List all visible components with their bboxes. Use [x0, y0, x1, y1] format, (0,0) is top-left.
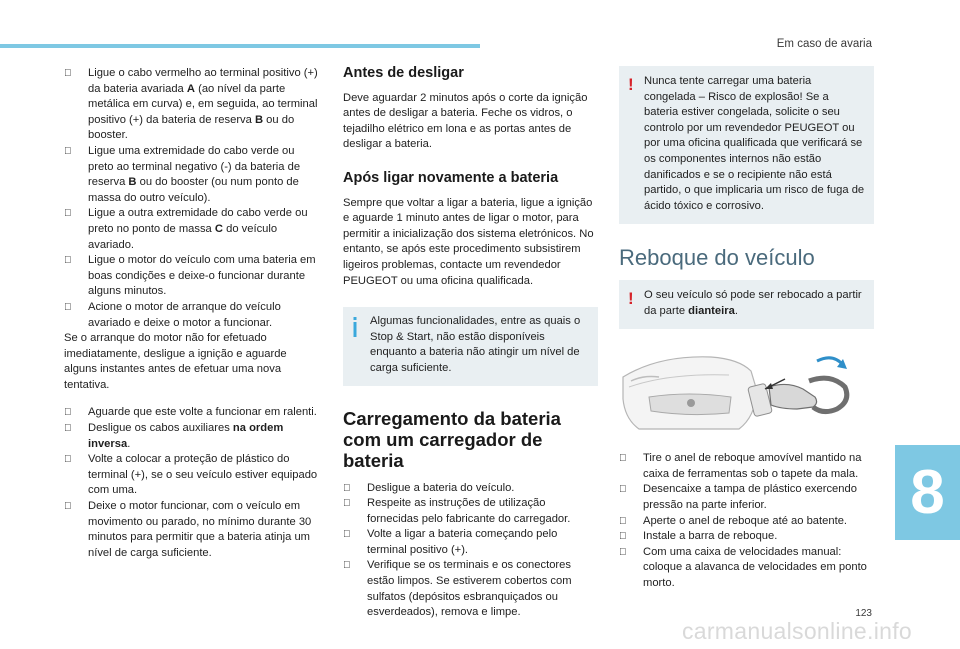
- bullet-icon: [343, 481, 351, 497]
- info-text: Algumas funcionalidades, entre as quais o Stop & Start, não estão disponíveis enquanto a bateria não atingir um nível de carga suficiente.: [370, 315, 581, 374]
- bullet-icon: [343, 496, 351, 512]
- charging-steps: [343, 481, 598, 621]
- column-left: [64, 66, 322, 561]
- warning-box-towing: [619, 280, 874, 329]
- list-item: Aperte o anel de reboque até ao batente.: [619, 514, 874, 530]
- bullet-icon: [619, 451, 627, 467]
- bullet-icon: [64, 253, 72, 269]
- battery-charging-heading: Carregamento da bateria com um carregador de bateria: [343, 407, 561, 471]
- list-item: Aguarde que este volte a funcionar em ralenti.: [64, 405, 322, 421]
- after-reconnect-heading: Após ligar novamente a bateria: [343, 169, 559, 186]
- list-item: Volte a ligar a bateria começando pelo terminal positivo (+).: [343, 527, 598, 558]
- info-box: [343, 307, 598, 385]
- warning-icon: !: [628, 75, 634, 94]
- list-item: Com uma caixa de velocidades manual: coloque a alavanca de velocidades em ponto morto.: [619, 545, 874, 592]
- bullet-icon: [64, 66, 72, 82]
- header-accent-bar: [0, 44, 480, 48]
- list-item: Desligue os cabos auxiliares na ordem inversa.: [64, 421, 322, 452]
- after-start-steps: [64, 405, 322, 561]
- list-item: Desencaixe a tampa de plástico exercendo pressão na parte inferior.: [619, 482, 874, 513]
- bullet-icon: [64, 300, 72, 316]
- list-item: Ligue o motor do veículo com uma bateria em boas condições e deixe-o funcionar durante alguns minutos.: [64, 253, 322, 300]
- warning-icon: !: [628, 288, 634, 308]
- info-icon: [352, 317, 358, 337]
- bullet-icon: [619, 529, 627, 545]
- retry-note: Se o arranque do motor não for efetuado imediatamente, desligue a ignição e aguarde alguns instantes antes de efetuar uma nova tentativa.: [64, 332, 287, 391]
- list-item: Ligue a outra extremidade do cabo verde ou preto no ponto de massa C do veículo avariado.: [64, 206, 322, 253]
- list-item: Respeite as instruções de utilização fornecidas pelo fabricante do carregador.: [343, 496, 598, 527]
- before-disconnect-text: Deve aguardar 2 minutos após o corte da ignição antes de desligar a bateria. Feche os vidros, o tejadilho elétrico em lona e as portas antes de desligar a bateria.: [343, 91, 588, 151]
- towing-warning-text: O seu veículo só pode ser rebocado a partir da parte dianteira.: [644, 288, 862, 317]
- bullet-icon: [619, 545, 627, 561]
- warning-text: Nunca tente carregar uma bateria congelada – Risco de explosão! Se a bateria estiver congelada, solicite o seu controlo por um revendedor PEUGEOT ou por uma oficina qualificada que verificará se os componentes internos não estão danificados e se o recipiente não está partido, o que implicaria um risco de fuga de ácido tóxico e corrosivo.: [644, 75, 865, 212]
- warning-box-frozen-battery: [619, 66, 874, 224]
- page-number: 123: [855, 608, 872, 619]
- car-front-towing-image: [619, 347, 874, 439]
- column-right: [619, 66, 874, 591]
- list-item: Volte a colocar a proteção de plástico do terminal (+), se o seu veículo estiver equipado com uma.: [64, 452, 322, 499]
- bullet-icon: [64, 499, 72, 515]
- column-middle: [343, 66, 598, 621]
- jump-start-steps: [64, 66, 322, 331]
- towing-steps: [619, 451, 874, 591]
- list-item: Ligue uma extremidade do cabo verde ou preto ao terminal negativo (-) da bateria de reserva B ou do booster (ou num ponto de massa do outro veículo).: [64, 144, 322, 206]
- bullet-icon: [64, 144, 72, 160]
- bullet-icon: [343, 527, 351, 543]
- before-disconnect-heading: Antes de desligar: [343, 65, 464, 81]
- bullet-icon: [64, 206, 72, 222]
- towing-eye-illustration: [619, 347, 874, 439]
- list-item: Deixe o motor funcionar, com o veículo em movimento ou parado, no mínimo durante 30 minutos para permitir que a bateria atinja um nível de carga suficiente.: [64, 499, 322, 561]
- section-title: Em caso de avaria: [776, 38, 872, 50]
- bullet-icon: [64, 452, 72, 468]
- list-item: Tire o anel de reboque amovível mantido na caixa de ferramentas sob o tapete da mala.: [619, 451, 874, 482]
- after-reconnect-text: Sempre que voltar a ligar a bateria, ligue a ignição e aguarde 1 minuto antes de ligar o motor, para permitir a inicialização dos sistema eletrónicos. No entanto, se após este procedimento subsistirem ligeiros problemas, contacte um revendedor PEUGEOT ou uma oficina qualificada.: [343, 196, 594, 287]
- list-item: Instale a barra de reboque.: [619, 529, 874, 545]
- list-item: Desligue a bateria do veículo.: [343, 481, 598, 497]
- bullet-icon: [64, 405, 72, 421]
- bullet-icon: [619, 514, 627, 530]
- bullet-icon: [343, 558, 351, 574]
- bullet-icon: [619, 482, 627, 498]
- towing-heading: Reboque do veículo: [619, 245, 815, 271]
- watermark: carmanualsonline.info: [681, 618, 912, 644]
- bullet-icon: [64, 421, 72, 437]
- list-item: Acione o motor de arranque do veículo avariado e deixe o motor a funcionar.: [64, 300, 322, 331]
- list-item: Ligue o cabo vermelho ao terminal positivo (+) da bateria avariada A (ao nível da parte metálica em curva) e, em seguida, ao terminal positivo (+) da bateria de reserva B ou do booster.: [64, 66, 322, 144]
- list-item: Verifique se os terminais e os conectores estão limpos. Se estiverem cobertos com sulfatos (depósitos esbranquiçados ou esverdeados), remova e limpe.: [343, 558, 598, 620]
- chapter-tab: 8: [895, 445, 960, 540]
